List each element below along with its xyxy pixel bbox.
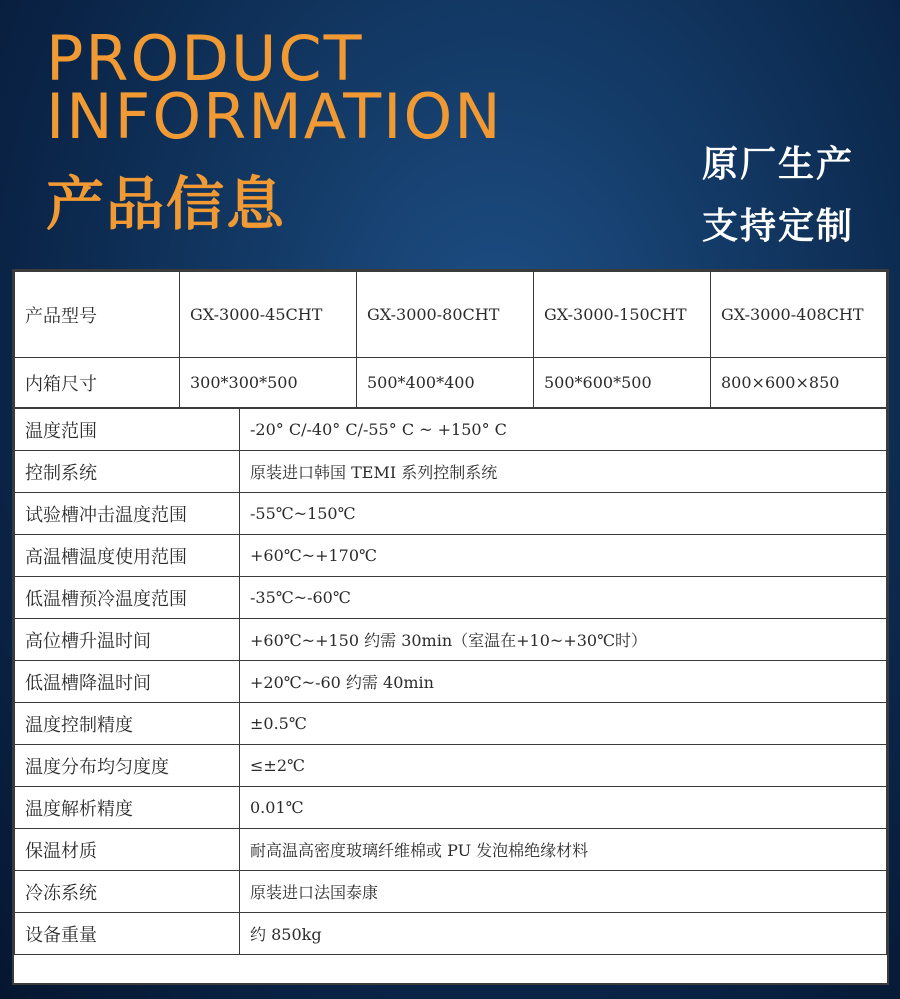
inner-size-row — [15, 358, 887, 408]
spec-row — [15, 661, 887, 703]
spec-row — [15, 535, 887, 577]
spec-row — [15, 787, 887, 829]
inner-size-cell: 300*300*500 — [180, 358, 357, 408]
spec-row — [15, 913, 887, 955]
spec-row — [15, 871, 887, 913]
english-title — [46, 22, 503, 153]
model-cell: GX-3000-80CHT — [357, 272, 534, 358]
spec-label: 冷冻系统 — [15, 871, 240, 913]
spec-label: 温度解析精度 — [15, 787, 240, 829]
header — [0, 0, 900, 268]
english-title-line-1: PRODUCT — [46, 22, 364, 95]
spec-row — [15, 829, 887, 871]
spec-label: 高温槽温度使用范围 — [15, 535, 240, 577]
spec-value: 原装进口韩国 TEMI 系列控制系统 — [240, 451, 887, 493]
spec-row — [15, 451, 887, 493]
spec-value: +20℃~-60 约需 40min — [240, 661, 887, 703]
spec-label: 设备重量 — [15, 913, 240, 955]
spec-value: +60℃~+150 约需 30min（室温在+10~+30℃时） — [240, 619, 887, 661]
spec-row — [15, 409, 887, 451]
spec-row — [15, 619, 887, 661]
spec-label: 控制系统 — [15, 451, 240, 493]
slogan — [702, 134, 854, 258]
inner-size-cell: 500*600*500 — [534, 358, 711, 408]
spec-value: 约 850kg — [240, 913, 887, 955]
inner-size-cell: 500*400*400 — [357, 358, 534, 408]
spec-label: 低温槽预冷温度范围 — [15, 577, 240, 619]
spec-row — [15, 577, 887, 619]
english-title-line-2: INFORMATION — [46, 80, 503, 153]
spec-value: 0.01℃ — [240, 787, 887, 829]
spec-row — [15, 745, 887, 787]
spec-value: 耐高温高密度玻璃纤维棉或 PU 发泡棉绝缘材料 — [240, 829, 887, 871]
inner-size-cell: 800×600×850 — [711, 358, 887, 408]
spec-value: -35℃~-60℃ — [240, 577, 887, 619]
model-cell: GX-3000-45CHT — [180, 272, 357, 358]
model-table — [14, 271, 887, 408]
spec-label: 温度分布均匀度度 — [15, 745, 240, 787]
spec-value: 原装进口法国泰康 — [240, 871, 887, 913]
model-cell: GX-3000-150CHT — [534, 272, 711, 358]
spec-label: 保温材质 — [15, 829, 240, 871]
slogan-line-1: 原厂生产 — [701, 144, 854, 185]
model-label: 产品型号 — [15, 272, 180, 358]
spec-value: ≤±2℃ — [240, 745, 887, 787]
spec-label: 低温槽降温时间 — [15, 661, 240, 703]
product-info-table — [12, 269, 889, 985]
chinese-title: 产品信息 — [46, 170, 287, 238]
inner-size-label: 内箱尺寸 — [15, 358, 180, 408]
slogan-line-2: 支持定制 — [701, 206, 854, 247]
spec-value: +60℃~+170℃ — [240, 535, 887, 577]
spec-value: ±0.5℃ — [240, 703, 887, 745]
spec-label: 温度范围 — [15, 409, 240, 451]
model-row — [15, 272, 887, 358]
spec-label: 高位槽升温时间 — [15, 619, 240, 661]
spec-row — [15, 703, 887, 745]
model-cell: GX-3000-408CHT — [711, 272, 887, 358]
spec-table — [14, 408, 887, 955]
spec-row — [15, 493, 887, 535]
spec-label: 温度控制精度 — [15, 703, 240, 745]
spec-label: 试验槽冲击温度范围 — [15, 493, 240, 535]
spec-value: -20° C/-40° C/-55° C ~ +150° C — [240, 409, 887, 451]
spec-value: -55℃~150℃ — [240, 493, 887, 535]
